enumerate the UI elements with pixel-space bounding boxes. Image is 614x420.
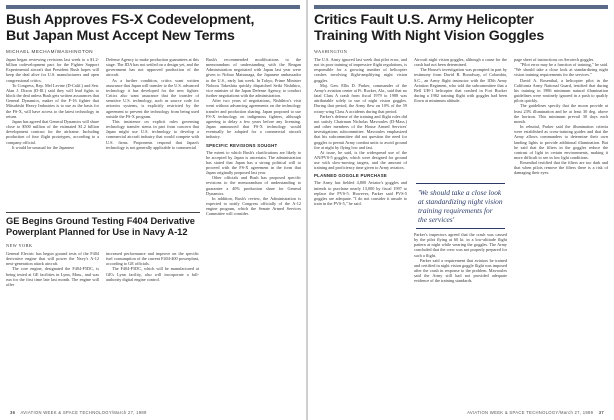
pull-quote: 'We should take a close look at standardizing night vision training requirements for the services' <box>416 183 505 229</box>
left-footer <box>6 410 147 415</box>
paragraph: At issue, he said, is the widespread use of the AN/PVS-5 goggles, which were designed for ground use with slow-moving targets, and the amount of training and proficiency time given to Army aviators. <box>314 149 407 171</box>
right-page <box>308 0 614 420</box>
paragraph: The F404-F5DC, which will be manufactured at GE's Lynn facility, also will incorporate a full-authority digital engine control. <box>106 266 199 282</box>
paragraph: Parker's defense of the training and flight rules did not satisfy Chairman Nicholas Mavroules (D-Mass.) and other members of the House Armed Services' investigations subcommittee. Mavroules emphasized that his subcommittee did not question the need for goggles to permit Army combat units to avoid ground fire at night by flying low and fast. <box>314 113 407 150</box>
paragraph: It would be unusual for the Japanese <box>12 144 75 150</box>
paragraph: The extent to which Bush's clarifications are likely to be accepted by Japan is uncertain. The administration has stated that Japan has a strong political will to proceed with the FS-X agreement in the form that Japan originally proposed last year. <box>206 149 301 176</box>
article-column-1 <box>314 57 407 409</box>
paragraph: In rebuttal, Parker said the illumination criteria were established as cross-training guides and that the Army allows commanders to determine their own landing lights to provide additional illumination. But he said that the filters in the goggles reduce the contrast of light in certain environments, making it more difficult to see in low light conditions. <box>514 124 608 160</box>
article1-column-1 <box>6 57 99 208</box>
article2-headline <box>6 216 202 237</box>
right-footer <box>467 410 608 415</box>
article-column-2-top <box>414 57 507 179</box>
paragraph: As a further condition, critics want written assurance that Japan will transfer to the U.S. advanced technology it has developed for the new fighter. Critics also want assurance that the transfer of sensitive U.S. technology, such as source code for avionics systems, is explicitly restricted by the agreement to prevent the technology from being used outside the FS-X program. <box>106 77 199 119</box>
left-page-number: 36 <box>10 410 16 415</box>
article-dateline: WASHINGTON <box>314 49 348 54</box>
paragraph: The U.S. Army ignored last week that pilot error, and not its poor training of impressive flight regulations, is responsible for a growing number of helicopter crashes involving flight-amplifying night vision goggles. <box>314 57 407 83</box>
article-column-3 <box>514 57 608 409</box>
paragraph: Maj. Gen. Ellis D. Parker, commander of the Army's aviation center at Ft. Rucker, Ala., said that no fatal Class A crash from fiscal 1979 to 1988 was attributable solely to use of night vision goggles. During that period, the Army flew on 10% of the 59 rotary-wing Class A accidents during that period. <box>314 82 407 114</box>
article-headline-line2: Training With Night Vision Goggles <box>314 27 545 44</box>
paragraph: Parker's inspectors agreed that the crash was caused by the pilot flying at 60 kt. in a low-altitude flight pattern at night while wearing the goggles. The Army concluded that the crew was not properly prepared for such a flight. <box>414 232 507 258</box>
paragraph: This insistence on explicit rules governing technology transfer stems in part from concern that Japan might use U.S. technology to develop a commercial aircraft industry that would compete with U.S. firms. Proponents respond that Japan's technology is not generally applicable to commercial <box>106 118 199 150</box>
left-page <box>0 0 306 420</box>
subhead-planned-goggle-purchase: PLANNED GOGGLE PURCHASE <box>314 173 388 179</box>
article-headline <box>314 13 610 44</box>
paragraph: Other officials and Bush has proposed specific revisions to the memorandum of understanding to guarantee a 40% production share for General Dynamics. <box>206 175 301 196</box>
paragraph: increased performance and improve on the specific fuel consumption of the current F404-400 powerplant, according to GE officials. <box>106 251 199 267</box>
article1-headline-line2: But Japan Must Accept New Terms <box>6 27 235 44</box>
article1-column-2 <box>106 57 199 208</box>
paragraph: To Congress, Rep. Mel Levine (D-Calif.) and Sen. Alan J. Dixon (D-Ill.) said they will lead fights to block the deal unless Bush gets written assurances that General Dynamics, maker of the F-16 fighter that Mitsubishi Heavy Industries is to use as the basis for the FS-X, will have access to the latest technology in return. <box>6 82 99 119</box>
right-footer-text: AVIATION WEEK & SPACE TECHNOLOGY/March 27, 1989 <box>467 410 594 415</box>
article2-column-2 <box>106 251 199 409</box>
paragraph: In addition, Bush's review, the Administration is expected to notify Congress officially of the A-12 engine program, which the Senate Armed Services Committee will consider. <box>206 195 301 217</box>
top-color-bar <box>6 5 300 9</box>
article-column-2-bottom <box>414 232 507 409</box>
paragraph: The House's investigation was prompted in part by testimony from David R. Broadway, of Columbia, S.C., an Army flight instructor with the 1Dth Army Aviation Regiment, who told the subcommittee that a Bell UH-1 helicopter that crashed in Fort Rucker during a 1982 training flight with goggles had been flown at minimum altitude. <box>414 67 507 104</box>
article2-column-1 <box>6 251 99 409</box>
paragraph: David A. Rosenthal, a helicopter pilot in the California Army National Guard, testified that during his training in 1986 minimum natural illumination guidelines were routinely ignored in a push to qualify pilots quickly. <box>514 77 608 104</box>
article-headline-line1: Critics Fault U.S. Army Helicopter <box>314 12 534 28</box>
paragraph: The core engine, designated the F404-F5DC, is being tested at GE facilities in Lynn, Mass., and was run for the first time late last month. The engine will offer <box>6 266 99 287</box>
right-page-number: 37 <box>598 410 604 415</box>
top-color-bar <box>314 5 608 9</box>
paragraph: Aircraft night vision goggles, although a cause for the crash had not been determined. <box>414 57 507 68</box>
paragraph: Parker said a requirement that aviators be trained and certified in night vision goggle flight was imposed after the crash in response to the problem. Mavroules said the Army still had not provided adequate evidence of the training standards. <box>414 257 507 284</box>
article1-column-3 <box>206 57 301 417</box>
paragraph: Defense Agency to make production guarantees at this stage. The JDA has not settled on a design yet, and the government has not approved production of the aircraft. <box>106 57 199 78</box>
subhead-specific-revisions: SPECIFIC REVISIONS SOUGHT <box>206 142 278 148</box>
article1-headline-line1: Bush Approves FS-X Codevelopment, <box>6 12 255 28</box>
paragraph: General Electric has begun ground tests of the F404 derivative engine that will power the Navy's A-12 next-generation attack aircraft. <box>6 251 99 267</box>
paragraph: The Army has fielded 4,800 Aviator's goggles and intends to purchase nearly 13,000 by fiscal 1997 to replace the PVS-5. However, Parker said PVS-5 goggles are adequate. "I do not consider it unsafe to train in the PVS-5," he said. <box>314 180 407 207</box>
section-divider <box>6 212 200 213</box>
paragraph: Japan began reviewing revisions last week to a $1.2-billion codevelopment pact for the Fighter Support Experimental aircraft that President Bush hopes will keep the deal alive for U.S. manufacturers and open congressional critics. <box>6 57 99 83</box>
paragraph: After two years of negotiations, Nishihiro's visit went without advancing agreements on the technology transfer and production sharing. Japan proposed to use FS-X technology on indigenous fighters, although agreeing to delay a few years before any licensing. Japan announced that FS-X technology would eventually be adapted for a commercial aircraft industry. <box>206 98 301 140</box>
article1-headline <box>6 13 302 44</box>
article2-dateline: NEW YORK <box>6 243 33 248</box>
paragraph: Rosenthal testified that the filters are too dark and that when pilots remove the filters there is a risk of damaging their eyes. <box>514 160 608 176</box>
paragraph: The guidelines specify that the moon provide at least 23% illumination and be at least 30 deg. above the horizon. This minimum prevail 30 days each month. <box>514 103 608 124</box>
article1-byline: MICHAEL MECHAM/WASHINGTON <box>6 49 94 54</box>
article2-headline-line2: Powerplant Planned for Use in Navy A-12 <box>6 226 188 237</box>
article2-headline-line1: GE Begins Ground Testing F404 Derivative <box>6 216 195 226</box>
paragraph: Bush's recommended modifications to the memorandum of understanding with the Reagan Administration negotiated with Japan last year were given to Nobuo Matsunaga, the Japanese ambassador to the U.S., early last week. In Tokyo, Prime Minister Noboru Takeshita quickly dispatched Seiki Nishihiro, vice minister of the Japan Defense Agency, to conduct further negotiations with the administration. <box>206 57 301 99</box>
paragraph: page sheet of instructions on Aerotech goggles. <box>514 57 595 62</box>
paragraph: Japan has agreed that General Dynamics will share close to $500 million of the estimated $1.2 billion development contract for the airframe. Including production of four flight prototypes, according to a company official. <box>6 118 99 145</box>
left-footer-text: AVIATION WEEK & SPACE TECHNOLOGY/March 27, 1989 <box>20 410 147 415</box>
paragraph: "Pilot error may be a function of training," he said. "We should take a close look at standardizing night vision training requirements for the services." <box>514 62 608 78</box>
